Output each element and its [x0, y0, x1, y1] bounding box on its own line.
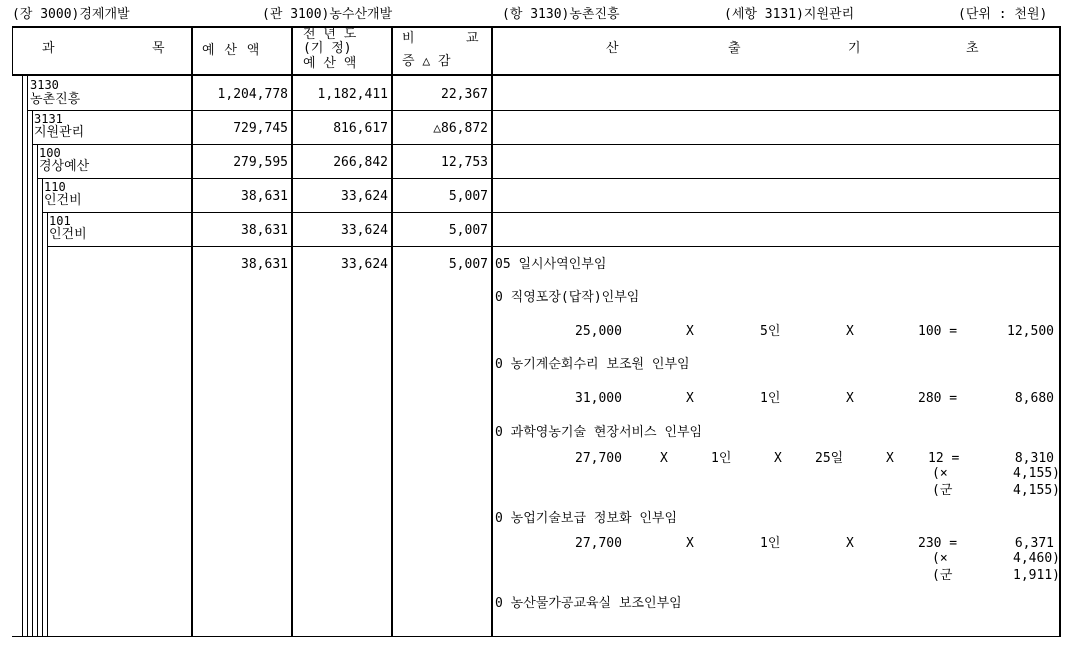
row-sep-1 [27, 110, 1060, 111]
calc-times: X [846, 324, 854, 339]
compare-header-right: 교 [466, 31, 479, 46]
row-code: 101 [49, 214, 71, 228]
calc-times: X [846, 536, 854, 551]
calc-result: 6,371 [1014, 536, 1054, 551]
col-sep-basis [491, 26, 493, 637]
row-diff: 12,753 [441, 155, 488, 170]
calc-amount: 27,700 [575, 536, 622, 551]
split-value: 1,911) [1013, 568, 1060, 583]
row-name: 농촌진흥 [30, 92, 81, 107]
basis-item-label: 0 농산물가공교육실 보조인부임 [495, 596, 682, 611]
row-budget: 729,745 [233, 121, 288, 136]
prev-header-line1: 전 년 도 [303, 27, 357, 42]
calc-days: 230 = [918, 536, 958, 551]
compare-header-left: 비 [402, 31, 415, 46]
level-line-1 [22, 74, 23, 637]
row-prev: 816,617 [333, 121, 388, 136]
row-diff: 5,007 [448, 189, 488, 204]
calc-persons: 1인 [760, 536, 781, 551]
detail-diff: 5,007 [448, 257, 488, 272]
chapter-label: (장 3000)경제개발 [12, 7, 130, 22]
header-bottom-border [12, 74, 1061, 76]
compare-header-bottom: 증 △ 감 [402, 54, 451, 69]
row-sep-3 [37, 178, 1060, 179]
basis-item-label: 0 과학영농기술 현장서비스 인부임 [495, 425, 703, 440]
split-key: (군 [932, 483, 953, 498]
calc-persons: 5인 [760, 324, 781, 339]
split-value: 4,155) [1013, 466, 1060, 481]
row-name: 인건비 [49, 227, 87, 242]
table-bottom-border [12, 636, 1061, 637]
calc-times: X [686, 324, 694, 339]
row-name: 지원관리 [34, 125, 85, 140]
calc-result: 8,310 [1014, 451, 1054, 466]
level-line-4 [42, 179, 43, 637]
prev-header-line2: (기 정) [303, 41, 352, 56]
col-sep-budget [191, 26, 193, 637]
row-code: 110 [44, 180, 66, 194]
basis-item-label: 0 농업기술보급 정보화 인부임 [495, 511, 678, 526]
basis-header-4: 초 [966, 41, 979, 56]
item-label: (항 3130)농촌진흥 [502, 7, 620, 22]
calc-times: X [774, 451, 782, 466]
split-key: (× [932, 466, 948, 481]
row-prev: 1,182,411 [317, 87, 388, 102]
budget-header: 예 산 액 [202, 43, 261, 58]
row-code: 3130 [30, 78, 59, 92]
subitem-label: (세항 3131)지원관리 [724, 7, 855, 22]
detail-prev: 33,624 [341, 257, 388, 272]
row-sep-2 [32, 144, 1060, 145]
row-diff: 5,007 [448, 223, 488, 238]
split-value: 4,155) [1013, 483, 1060, 498]
calc-times: X [686, 536, 694, 551]
row-sep-4 [42, 212, 1060, 213]
level-line-2 [32, 110, 33, 637]
calc-times: X [886, 451, 894, 466]
row-budget: 279,595 [233, 155, 288, 170]
col-sep-prev [291, 26, 293, 637]
row-name: 인건비 [44, 193, 82, 208]
split-key: (군 [932, 568, 953, 583]
calc-days: 12 = [928, 451, 960, 466]
calc-amount: 27,700 [575, 451, 622, 466]
subject-header-right: 목 [152, 41, 165, 56]
detail-title: 05 일시사역인부임 [495, 257, 607, 272]
calc-times: X [846, 391, 854, 406]
row-diff: △86,872 [433, 121, 488, 136]
section-label: (관 3100)농수산개발 [262, 7, 393, 22]
basis-item-label: 0 직영포장(답작)인부임 [495, 290, 640, 305]
basis-header-2: 출 [728, 41, 741, 56]
row-budget: 1,204,778 [217, 87, 288, 102]
table-top-border [12, 26, 1061, 28]
basis-item-label: 0 농기계순회수리 보조원 인부임 [495, 357, 690, 372]
calc-amount: 31,000 [575, 391, 622, 406]
row-diff: 22,367 [441, 87, 488, 102]
row-prev: 33,624 [341, 223, 388, 238]
row-budget: 38,631 [241, 189, 288, 204]
calc-persons: 1인 [711, 451, 732, 466]
subject-header-left: 과 [42, 41, 55, 56]
calc-times: X [686, 391, 694, 406]
row-prev: 33,624 [341, 189, 388, 204]
calc-persons: 1인 [760, 391, 781, 406]
row-code: 3131 [34, 112, 63, 126]
calc-result: 12,500 [1007, 324, 1054, 339]
col-sep-diff [391, 26, 393, 637]
calc-times: X [660, 451, 668, 466]
row-code: 100 [39, 146, 61, 160]
row-budget: 38,631 [241, 223, 288, 238]
detail-budget: 38,631 [241, 257, 288, 272]
calc-workdays: 25일 [815, 451, 844, 466]
split-value: 4,460) [1013, 551, 1060, 566]
calc-result: 8,680 [1014, 391, 1054, 406]
row-sep-5 [47, 246, 1060, 247]
level-line-5 [47, 213, 48, 637]
table-right-border [1059, 26, 1061, 637]
row-prev: 266,842 [333, 155, 388, 170]
calc-days: 100 = [918, 324, 958, 339]
split-key: (× [932, 551, 948, 566]
table-left-border [12, 26, 13, 76]
calc-amount: 25,000 [575, 324, 622, 339]
basis-header-1: 산 [606, 41, 619, 56]
level-line-3 [37, 145, 38, 637]
basis-header-3: 기 [848, 41, 861, 56]
calc-days: 280 = [918, 391, 958, 406]
row-name: 경상예산 [39, 159, 90, 174]
level-line-1b [27, 74, 28, 637]
prev-header-line3: 예 산 액 [303, 56, 357, 71]
unit-label: (단위 : 천원) [958, 7, 1048, 22]
